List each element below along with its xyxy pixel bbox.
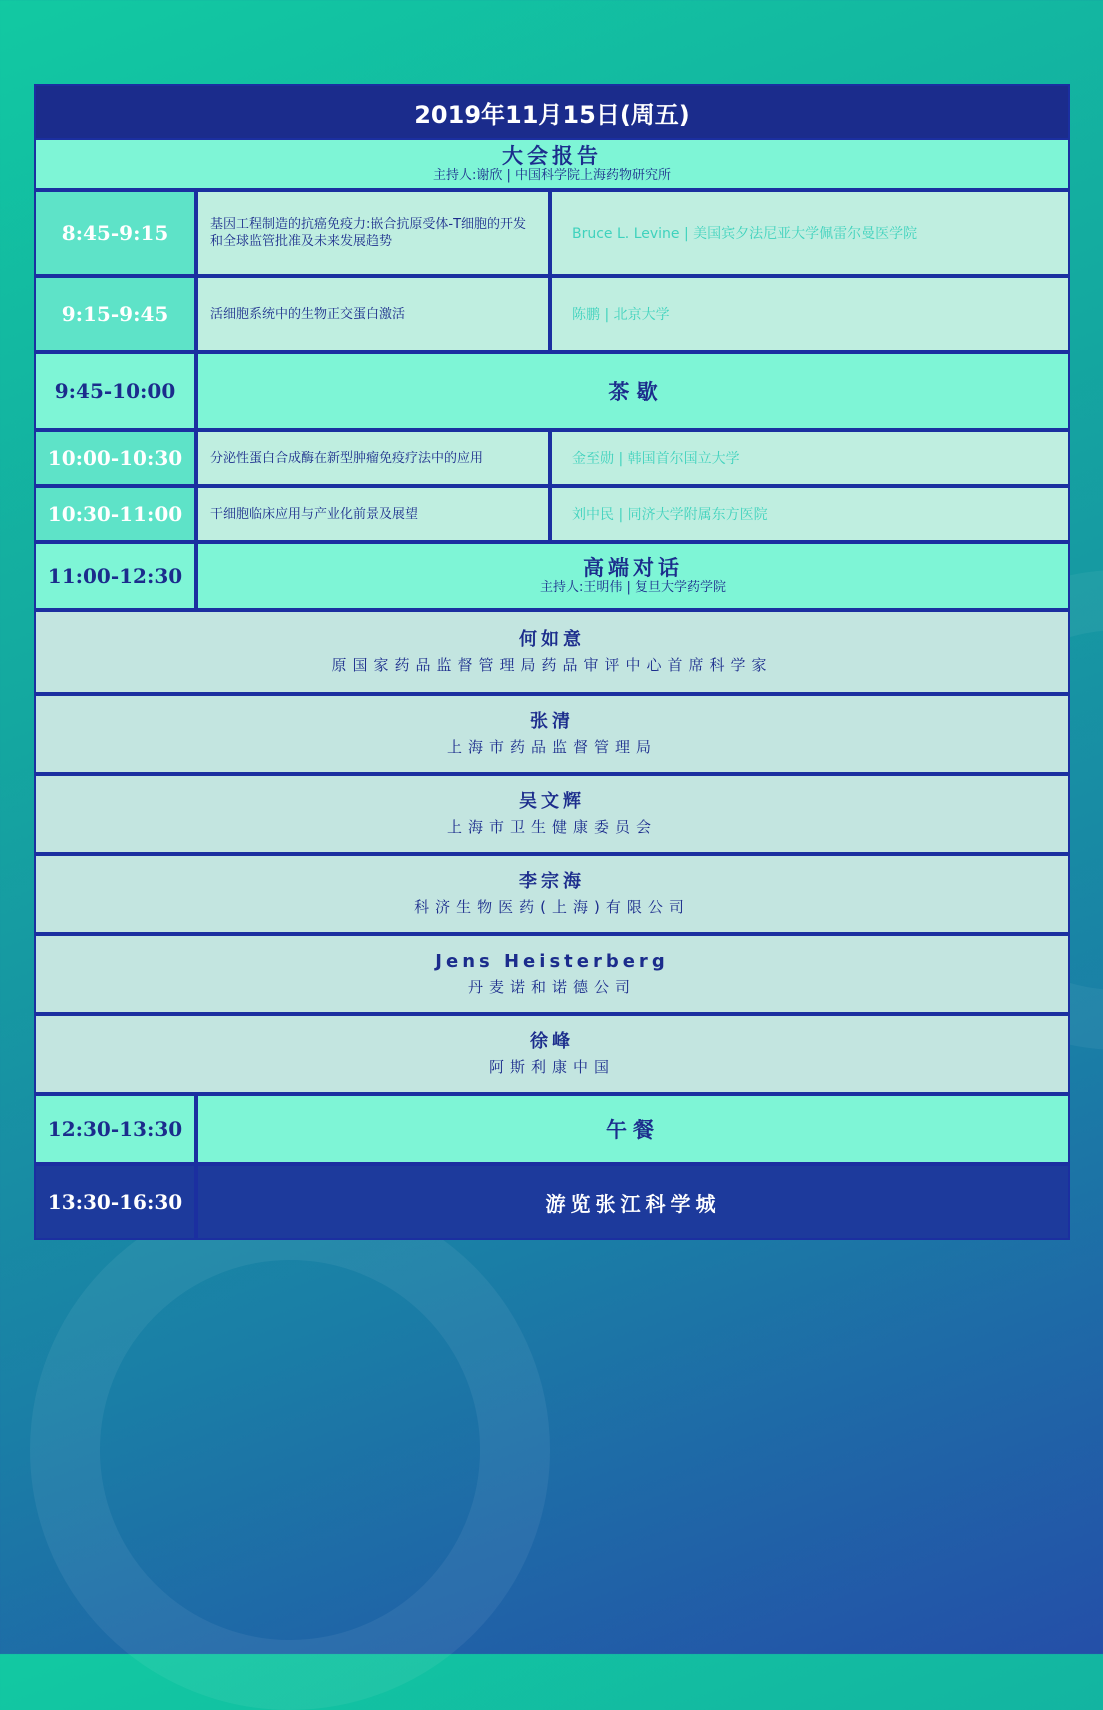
- lunch-cell: [198, 1096, 1068, 1162]
- panelist-row: [36, 1016, 1068, 1092]
- speaker-label: 金至勋 | 韩国首尔国立大学: [572, 451, 740, 467]
- panelist-row: [36, 612, 1068, 692]
- tour-row: [36, 1166, 1068, 1238]
- time-cell: [36, 278, 194, 350]
- panelist-name: 徐峰: [530, 1031, 574, 1052]
- panelist-name: Jens Heisterberg: [435, 951, 669, 972]
- time-label: 9:45-10:00: [54, 379, 176, 403]
- panelist-row: [36, 856, 1068, 932]
- panelist-org: 上海市药品监督管理局: [446, 738, 657, 756]
- dialogue-title: 高端对话: [583, 556, 683, 580]
- topic-cell: [198, 192, 548, 274]
- dialogue-host: 主持人:王明伟 | 复旦大学药学院: [539, 580, 727, 595]
- section-header-keynote: [36, 140, 1068, 188]
- section-title: 大会报告: [502, 144, 602, 168]
- speaker-cell: [552, 192, 1068, 274]
- panelist-org: 原国家药品监督管理局药品审评中心首席科学家: [331, 656, 773, 674]
- schedule-table: [34, 84, 1070, 1240]
- break-row: [36, 354, 1068, 428]
- talk-row: [36, 432, 1068, 484]
- break-cell: [198, 354, 1068, 428]
- panelist-org: 阿斯利康中国: [488, 1058, 615, 1076]
- panelist-row: [36, 776, 1068, 852]
- tour-cell: [198, 1166, 1068, 1238]
- topic-label: 分泌性蛋白合成酶在新型肿瘤免疫疗法中的应用: [210, 450, 484, 466]
- time-label: 11:00-12:30: [47, 564, 183, 588]
- speaker-label: 刘中民 | 同济大学附属东方医院: [572, 507, 768, 523]
- lunch-label: 午餐: [606, 1118, 660, 1142]
- panelist-name: 吴文辉: [519, 791, 585, 812]
- time-cell: [36, 192, 194, 274]
- topic-label: 基因工程制造的抗癌免疫力:嵌合抗原受体-T细胞的开发和全球监管批准及未来发展趋势: [210, 217, 527, 249]
- panelist-org: 丹麦诺和诺德公司: [467, 978, 636, 996]
- panelist-org: 科济生物医药(上海)有限公司: [414, 898, 690, 916]
- topic-label: 活细胞系统中的生物正交蛋白激活: [210, 306, 406, 322]
- panelist-name: 李宗海: [519, 871, 585, 892]
- time-cell: [36, 354, 194, 428]
- time-label: 13:30-16:30: [47, 1190, 183, 1214]
- topic-cell: [198, 488, 548, 540]
- background-ring-decoration: [30, 1190, 550, 1710]
- time-label: 9:15-9:45: [61, 302, 169, 326]
- talk-row: [36, 488, 1068, 540]
- tour-label: 游览张江科学城: [545, 1191, 721, 1216]
- speaker-cell: [552, 488, 1068, 540]
- time-label: 8:45-9:15: [61, 221, 169, 245]
- speaker-label: Bruce L. Levine | 美国宾夕法尼亚大学佩雷尔曼医学院: [572, 226, 918, 242]
- time-cell: [36, 432, 194, 484]
- date-title: 2019年11月15日(周五): [414, 100, 690, 129]
- panelist-row: [36, 696, 1068, 772]
- speaker-cell: [552, 432, 1068, 484]
- section-host: 主持人:谢欣 | 中国科学院上海药物研究所: [432, 168, 672, 183]
- time-label: 12:30-13:30: [47, 1117, 183, 1141]
- time-cell: [36, 488, 194, 540]
- panelist-name: 张清: [530, 711, 574, 732]
- panelist-name: 何如意: [519, 629, 585, 650]
- dialogue-header-cell: [198, 544, 1068, 608]
- topic-label: 干细胞临床应用与产业化前景及展望: [210, 506, 419, 522]
- time-cell: [36, 544, 194, 608]
- time-cell: [36, 1166, 194, 1238]
- break-label: 茶 歇: [608, 380, 658, 404]
- date-header: [36, 86, 1068, 138]
- time-label: 10:00-10:30: [47, 446, 183, 470]
- speaker-cell: [552, 278, 1068, 350]
- speaker-label: 陈鹏 | 北京大学: [572, 307, 670, 323]
- topic-cell: [198, 432, 548, 484]
- time-label: 10:30-11:00: [47, 502, 183, 526]
- talk-row: [36, 278, 1068, 350]
- lunch-row: [36, 1096, 1068, 1162]
- panelist-row: [36, 936, 1068, 1012]
- topic-cell: [198, 278, 548, 350]
- talk-row: [36, 192, 1068, 274]
- time-cell: [36, 1096, 194, 1162]
- panelist-org: 上海市卫生健康委员会: [446, 818, 657, 836]
- dialogue-row: [36, 544, 1068, 608]
